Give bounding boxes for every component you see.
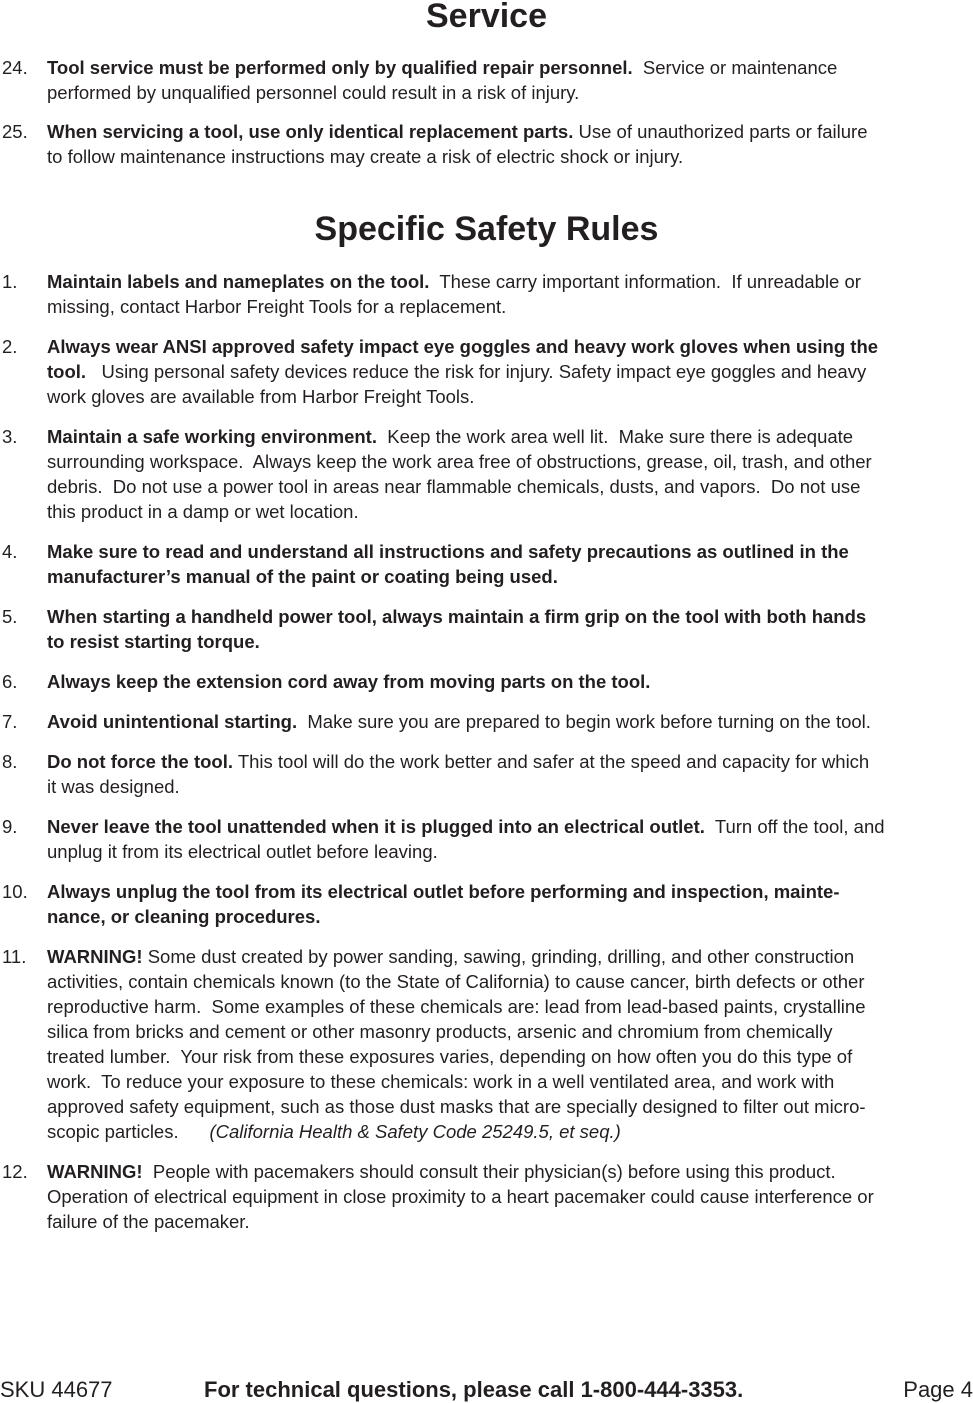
body-text: This tool will do the work better and safer at the speed and capacity for which bbox=[233, 751, 870, 772]
text-line bbox=[47, 774, 973, 799]
item-number: 10. bbox=[2, 881, 28, 902]
bold-lead-text: Always wear ANSI approved safety impact eye goggles and heavy work gloves when using the bbox=[47, 336, 879, 357]
item-number: 7. bbox=[2, 711, 18, 732]
item-number: 3. bbox=[2, 426, 18, 447]
text-line bbox=[47, 359, 973, 384]
text-line bbox=[47, 269, 973, 294]
item-text bbox=[47, 1159, 973, 1234]
body-text: it was designed. bbox=[47, 776, 180, 797]
specific-safety-rules-heading: Specific Safety Rules bbox=[314, 210, 659, 248]
text-line bbox=[47, 1184, 973, 1209]
item-text bbox=[47, 814, 973, 864]
text-line bbox=[47, 969, 973, 994]
body-text: Keep the work area well lit. Make sure there is adequate bbox=[376, 426, 854, 447]
text-line bbox=[47, 119, 973, 144]
bold-lead-text: nance, or cleaning procedures. bbox=[47, 906, 321, 927]
bold-lead-text: Maintain a safe working environment. bbox=[47, 426, 377, 447]
body-text: this product in a damp or wet location. bbox=[47, 501, 359, 522]
text-line bbox=[47, 334, 973, 359]
bold-lead-text: Maintain labels and nameplates on the tool. bbox=[47, 271, 430, 292]
body-text: surrounding workspace. Always keep the work area free of obstructions, grease, oil, trash, and other bbox=[47, 451, 872, 472]
text-line bbox=[47, 1019, 973, 1044]
item-number: 9. bbox=[2, 816, 18, 837]
text-line bbox=[47, 1159, 973, 1184]
body-text: Service or maintenance bbox=[632, 57, 838, 78]
text-line bbox=[47, 1119, 973, 1144]
item-number: 6. bbox=[2, 671, 18, 692]
body-text: performed by unqualified personnel could result in a risk of injury. bbox=[47, 82, 580, 103]
body-text: These carry important information. If unreadable or bbox=[429, 271, 861, 292]
item-number: 24. bbox=[2, 57, 28, 78]
item-text bbox=[47, 539, 973, 589]
body-text: Using personal safety devices reduce the risk for injury. Safety impact eye goggles and heavy bbox=[86, 361, 867, 382]
safety-rule-item bbox=[0, 539, 973, 589]
text-line bbox=[47, 1044, 973, 1069]
service-item bbox=[0, 55, 973, 105]
bold-lead-text: WARNING! bbox=[47, 946, 143, 967]
item-number: 1. bbox=[2, 271, 18, 292]
text-line bbox=[47, 55, 973, 80]
text-line bbox=[47, 294, 973, 319]
bold-lead-text: to resist starting torque. bbox=[47, 631, 260, 652]
bold-lead-text: manufacturer’s manual of the paint or coating being used. bbox=[47, 566, 558, 587]
bold-lead-text: Always unplug the tool from its electrical outlet before performing and inspection, mainte- bbox=[47, 881, 840, 902]
item-number: 25. bbox=[2, 121, 28, 142]
item-number: 2. bbox=[2, 336, 18, 357]
safety-rule-item bbox=[0, 749, 973, 799]
body-text: Use of unauthorized parts or failure bbox=[573, 121, 868, 142]
text-line bbox=[47, 1094, 973, 1119]
body-text: approved safety equipment, such as those dust masks that are specially designed to filter out micro- bbox=[47, 1096, 866, 1117]
body-text: work. To reduce your exposure to these chemicals: work in a well ventilated area, and work with bbox=[47, 1071, 835, 1092]
text-line bbox=[47, 539, 973, 564]
page-footer bbox=[0, 1377, 973, 1403]
body-text: treated lumber. Your risk from these exposures varies, depending on how often you do this type of bbox=[47, 1046, 853, 1067]
body-text: Turn off the tool, and bbox=[704, 816, 885, 837]
item-text bbox=[47, 119, 973, 169]
footer-page-number: Page 4 bbox=[903, 1377, 973, 1402]
text-line bbox=[47, 879, 973, 904]
bold-lead-text: Make sure to read and understand all instructions and safety precautions as outlined in the bbox=[47, 541, 849, 562]
footer-technical-contact: For technical questions, please call 1-800-444-3353. bbox=[204, 1377, 744, 1402]
bold-lead-text: Avoid unintentional starting. bbox=[47, 711, 298, 732]
body-text: scopic particles. bbox=[47, 1121, 210, 1142]
safety-rule-item bbox=[0, 669, 973, 694]
item-number: 5. bbox=[2, 606, 18, 627]
service-heading: Service bbox=[426, 0, 547, 35]
body-text: unplug it from its electrical outlet before leaving. bbox=[47, 841, 438, 862]
footer-sku: SKU 44677 bbox=[0, 1377, 113, 1402]
safety-rule-item bbox=[0, 879, 973, 929]
bold-lead-text: Always keep the extension cord away from moving parts on the tool. bbox=[47, 671, 651, 692]
item-number: 12. bbox=[2, 1161, 28, 1182]
text-line bbox=[47, 629, 973, 654]
body-text: debris. Do not use a power tool in areas near flammable chemicals, dusts, and vapors. Do not use bbox=[47, 476, 861, 497]
bold-lead-text: Do not force the tool. bbox=[47, 751, 234, 772]
body-text: Operation of electrical equipment in close proximity to a heart pacemaker could cause interference or bbox=[47, 1186, 874, 1207]
bold-lead-text: When servicing a tool, use only identical replacement parts. bbox=[47, 121, 574, 142]
text-line bbox=[47, 80, 973, 105]
text-line bbox=[47, 1069, 973, 1094]
safety-rule-item bbox=[0, 604, 973, 654]
safety-rule-item bbox=[0, 814, 973, 864]
text-line bbox=[47, 994, 973, 1019]
body-text: reproductive harm. Some examples of these chemicals are: lead from lead-based paints, crystalline bbox=[47, 996, 866, 1017]
safety-rule-item bbox=[0, 424, 973, 524]
body-text: to follow maintenance instructions may create a risk of electric shock or injury. bbox=[47, 146, 684, 167]
item-text bbox=[47, 269, 973, 319]
text-line bbox=[47, 424, 973, 449]
item-number: 4. bbox=[2, 541, 18, 562]
item-number: 11. bbox=[2, 946, 27, 967]
text-line bbox=[47, 144, 973, 169]
text-line bbox=[47, 449, 973, 474]
body-text: Make sure you are prepared to begin work before turning on the tool. bbox=[297, 711, 871, 732]
body-text: failure of the pacemaker. bbox=[47, 1211, 250, 1232]
item-text bbox=[47, 604, 973, 654]
item-text bbox=[47, 879, 973, 929]
text-line bbox=[47, 904, 973, 929]
safety-rule-item bbox=[0, 709, 973, 734]
safety-rule-item bbox=[0, 334, 973, 409]
text-line bbox=[47, 709, 973, 734]
item-number: 8. bbox=[2, 751, 18, 772]
item-text bbox=[47, 944, 973, 1144]
item-text bbox=[47, 424, 973, 524]
bold-lead-text: WARNING! bbox=[47, 1161, 143, 1182]
text-line bbox=[47, 839, 973, 864]
bold-lead-text: tool. bbox=[47, 361, 87, 382]
body-text: missing, contact Harbor Freight Tools for a replacement. bbox=[47, 296, 507, 317]
citation-text: (California Health & Safety Code 25249.5, et seq.) bbox=[209, 1121, 621, 1142]
body-text: activities, contain chemicals known (to the State of California) to cause cancer, birth defects or other bbox=[47, 971, 865, 992]
item-text bbox=[47, 55, 973, 105]
text-line bbox=[47, 384, 973, 409]
text-line bbox=[47, 749, 973, 774]
body-text: silica from bricks and cement or other masonry products, arsenic and chromium from chemically bbox=[47, 1021, 833, 1042]
body-text: Some dust created by power sanding, sawing, grinding, drilling, and other construction bbox=[142, 946, 855, 967]
safety-rule-item bbox=[0, 269, 973, 319]
body-text: People with pacemakers should consult their physician(s) before using this product. bbox=[142, 1161, 836, 1182]
item-text bbox=[47, 669, 973, 694]
text-line bbox=[47, 499, 973, 524]
safety-rule-item bbox=[0, 1159, 973, 1234]
text-line bbox=[47, 814, 973, 839]
text-line bbox=[47, 669, 973, 694]
body-text: work gloves are available from Harbor Freight Tools. bbox=[47, 386, 475, 407]
safety-rule-item bbox=[0, 944, 973, 1144]
text-line bbox=[47, 944, 973, 969]
bold-lead-text: When starting a handheld power tool, always maintain a firm grip on the tool with both hands bbox=[47, 606, 867, 627]
item-text bbox=[47, 749, 973, 799]
item-text bbox=[47, 334, 973, 409]
text-line bbox=[47, 604, 973, 629]
text-line bbox=[47, 564, 973, 589]
item-text bbox=[47, 709, 973, 734]
text-line bbox=[47, 474, 973, 499]
text-line bbox=[47, 1209, 973, 1234]
service-item bbox=[0, 119, 973, 169]
bold-lead-text: Never leave the tool unattended when it is plugged into an electrical outlet. bbox=[47, 816, 705, 837]
bold-lead-text: Tool service must be performed only by qualified repair personnel. bbox=[47, 57, 633, 78]
